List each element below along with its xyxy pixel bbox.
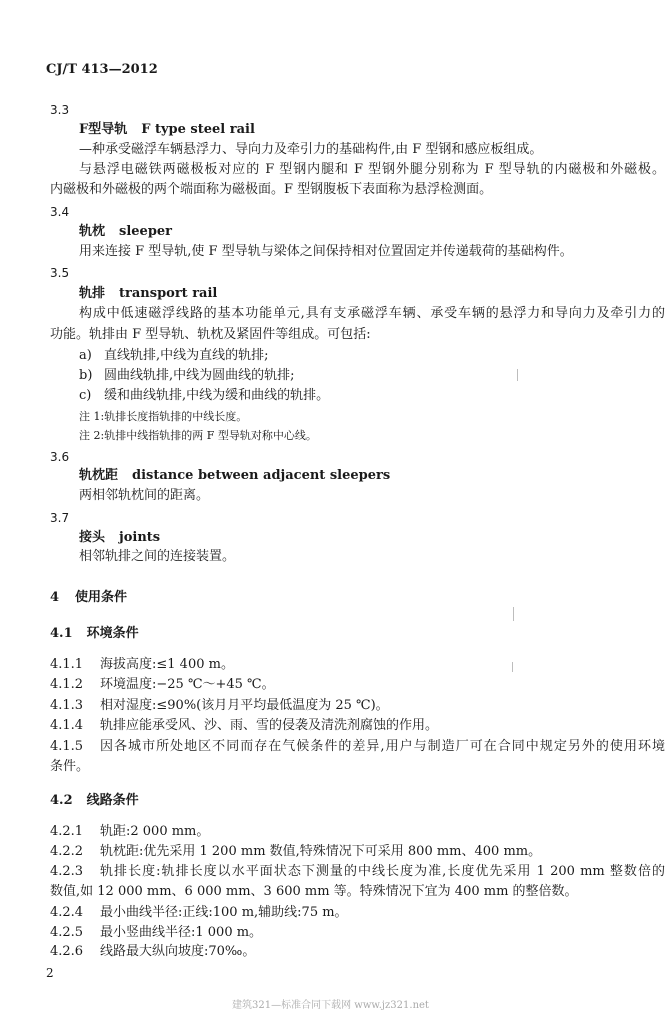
item-text: 轨排长度:轨排长度以水平面状态下测量的中线长度为准,长度优先采用 1 200 mm 整数倍的: [100, 864, 665, 879]
item-number: 4.2.6: [50, 944, 84, 959]
item-text: 最小竖曲线半径:1 000 m。: [100, 925, 263, 940]
subsection-title: 环境条件: [86, 626, 139, 641]
clause-text: —种承受磁浮车辆悬浮力、导向力及牵引力的基础构件,由 F 型钢和感应板组成。: [79, 142, 543, 157]
subsection-heading: [50, 793, 139, 809]
section-number: 4: [50, 590, 60, 605]
clause-number: 3.5: [50, 266, 70, 280]
list-item-label: c): [79, 388, 92, 403]
subsection-number: 4.2: [50, 793, 73, 808]
clause-text: 内磁极和外磁极的两个端面称为磁极面。F 型钢腹板下表面称为悬浮检测面。: [50, 182, 493, 197]
item-number: 4.2.5: [50, 925, 84, 940]
clause-number: 3.3: [50, 103, 70, 117]
clause-text: 用来连接 F 型导轨,使 F 型导轨与梁体之间保持相对位置固定并传递载荷的基础构件。: [79, 244, 573, 259]
clause-term: [79, 224, 172, 240]
clause-text: 构成中低速磁浮线路的基本功能单元,具有支承磁浮车辆、承受车辆的悬浮力和导向力及牵引力的: [79, 306, 665, 321]
term-en: F type steel rail: [141, 122, 255, 137]
item-text: 轨枕距:优先采用 1 200 mm 数值,特殊情况下可采用 800 mm、400 mm。: [100, 844, 542, 859]
item-number: 4.1.5: [50, 739, 84, 754]
clause-number: 3.6: [50, 450, 70, 464]
note: 注 2:轨排中线指轨排的两 F 型导轨对称中心线。: [79, 429, 317, 442]
clause-number: 3.4: [50, 205, 70, 219]
item-number: 4.1.2: [50, 677, 84, 692]
list-item-text: 缓和曲线轨排,中线为缓和曲线的轨排。: [104, 388, 330, 403]
list-item-text: 直线轨排,中线为直线的轨排;: [104, 348, 269, 363]
term-en: joints: [119, 530, 161, 545]
item-number: 4.2.2: [50, 844, 84, 859]
clause-term: [79, 468, 390, 484]
item-number: 4.1.3: [50, 698, 84, 713]
list-item-label: b): [79, 368, 93, 383]
term-cn: 轨枕: [79, 224, 106, 239]
section-title: 使用条件: [75, 590, 128, 605]
clause-term: [79, 286, 217, 302]
section-heading: [50, 590, 127, 606]
subsection-heading: [50, 626, 139, 642]
term-cn: 轨排: [79, 286, 106, 301]
term-en: transport rail: [119, 286, 218, 301]
clause-text: 相邻轨排之间的连接装置。: [79, 549, 236, 564]
scan-mark: [517, 369, 518, 381]
term-en: distance between adjacent sleepers: [132, 468, 391, 483]
item-text: 因各城市所处地区不同而存在气候条件的差异,用户与制造厂可在合同中规定另外的使用环境: [100, 739, 665, 754]
scan-mark: [513, 607, 514, 621]
clause-text: 功能。轨排由 F 型导轨、轨枕及紧固件等组成。可包括:: [50, 327, 371, 342]
note: 注 1:轨排长度指轨排的中线长度。: [79, 410, 248, 423]
term-cn: 轨枕距: [79, 468, 119, 483]
watermark: 建筑321—标准合同下载网 www.jz321.net: [232, 1000, 429, 1011]
item-text-cont: 数值,如 12 000 mm、6 000 mm、3 600 mm 等。特殊情况下宜为 400 mm 的整倍数。: [50, 884, 578, 899]
item-text: 轨排应能承受风、沙、雨、雪的侵袭及清洗剂腐蚀的作用。: [100, 718, 439, 733]
item-text: 环境温度:−25 ℃～+45 ℃。: [100, 677, 275, 692]
item-number: 4.2.1: [50, 824, 84, 839]
page-number: 2: [46, 966, 54, 980]
item-text-cont: 条件。: [50, 759, 90, 774]
clause-text: 与悬浮电磁铁两磁极板对应的 F 型钢内腿和 F 型钢外腿分别称为 F 型导轨的内磁极和外磁极。: [79, 162, 665, 177]
scan-mark: [512, 662, 513, 672]
item-text: 海拔高度:≤1 400 m。: [100, 657, 234, 672]
list-item-label: a): [79, 348, 92, 363]
term-cn: F型导轨: [79, 122, 128, 137]
clause-text: 两相邻轨枕间的距离。: [79, 488, 210, 503]
clause-number: 3.7: [50, 511, 70, 525]
item-text: 线路最大纵向坡度:70‰。: [100, 944, 256, 959]
clause-term: [79, 530, 160, 546]
item-number: 4.1.1: [50, 657, 84, 672]
standard-code: CJ/T 413—2012: [46, 62, 158, 77]
item-text: 最小曲线半径:正线:100 m,辅助线:75 m。: [100, 905, 348, 920]
list-item-text: 圆曲线轨排,中线为圆曲线的轨排;: [104, 368, 295, 383]
item-number: 4.2.4: [50, 905, 84, 920]
subsection-title: 线路条件: [86, 793, 139, 808]
item-number: 4.1.4: [50, 718, 84, 733]
item-text: 轨距:2 000 mm。: [100, 824, 210, 839]
subsection-number: 4.1: [50, 626, 73, 641]
clause-term: [79, 122, 255, 138]
item-number: 4.2.3: [50, 864, 84, 879]
item-text: 相对湿度:≤90%(该月月平均最低温度为 25 ℃)。: [100, 698, 389, 713]
term-en: sleeper: [119, 224, 173, 239]
term-cn: 接头: [79, 530, 106, 545]
